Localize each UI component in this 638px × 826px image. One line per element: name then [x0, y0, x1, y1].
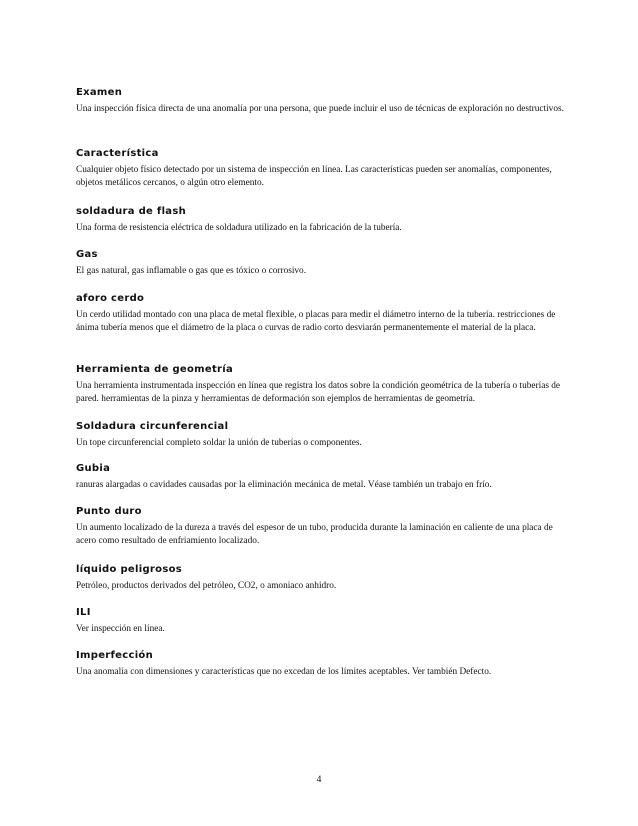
glossary-entry-ili	[76, 606, 566, 636]
entry-definition: Una forma de resistencia eléctrica de soldadura utilizado en la fabricación de la tubería.	[76, 223, 402, 233]
entry-term: Herramienta de geometría	[76, 364, 234, 375]
glossary-entry-aforo-cerdo	[76, 292, 566, 335]
glossary-entry-imperfeccion	[76, 649, 566, 679]
entry-definition: Una inspección física directa de una anomalía por una persona, que puede incluir el uso de técnicas de exploración no destructivos.	[76, 104, 564, 114]
entry-term: Gas	[76, 249, 98, 260]
glossary-entry-gubia	[76, 462, 566, 492]
entry-term: Examen	[76, 87, 123, 98]
entry-definition: Ver inspección en línea.	[76, 624, 165, 634]
entry-definition: Un tope circunferencial completo soldar la unión de tuberías o componentes.	[76, 438, 362, 448]
entry-term: Punto duro	[76, 506, 142, 517]
entry-definition: Un cerdo utilidad montado con una placa de metal flexible, o placas para medir el diámetro interno de la tubería. restricciones de ánima tubería menos que el diámetro de la placa o curvas de radio corto desviarán permanentemente el material de la placa.	[76, 310, 556, 333]
entry-term: Soldadura circunferencial	[76, 421, 229, 432]
glossary-entry-soldadura-circunferencial	[76, 420, 566, 450]
entry-term: aforo cerdo	[76, 293, 145, 304]
glossary-entry-caracteristica	[76, 147, 566, 190]
glossary-entry-punto-duro	[76, 505, 566, 548]
glossary-entry-liquido-peligrosos	[76, 563, 566, 593]
entry-definition: Cualquier objeto físico detectado por un sistema de inspección en línea. Las características pueden ser anomalías, componentes, objetos metálicos cercanos, o algún otro elemento.	[76, 165, 552, 188]
entry-definition: ranuras alargadas o cavidades causadas por la eliminación mecánica de metal. Véase también un trabajo en frío.	[76, 480, 492, 490]
glossary-entry-soldadura-de-flash	[76, 205, 566, 235]
entry-definition: El gas natural, gas inflamable o gas que es tóxico o corrosivo.	[76, 266, 307, 276]
glossary-entry-herramienta-de-geometria	[76, 363, 566, 406]
entry-term: líquido peligrosos	[76, 564, 183, 575]
entry-term: soldadura de flash	[76, 206, 187, 217]
entry-definition: Una herramienta instrumentada inspección en línea que registra los datos sobre la condición geométrica de la tubería o tuberías de pared. herramientas de la pinza y herramientas de deformación son ejemplos de herramientas de geometría.	[76, 381, 561, 404]
entry-definition: Una anomalía con dimensiones y características que no excedan de los límites aceptables. Ver también Defecto.	[76, 667, 492, 677]
page-number: 4	[316, 775, 322, 785]
glossary-entry-gas	[76, 248, 566, 278]
entry-definition: Petróleo, productos derivados del petróleo, CO2, o amoniaco anhidro.	[76, 581, 337, 591]
entry-definition: Un aumento localizado de la dureza a través del espesor de un tubo, producida durante la laminación en caliente de una placa de acero como resultado de enfriamiento localizado.	[76, 523, 553, 546]
entry-term: Característica	[76, 148, 159, 159]
entry-term: ILI	[76, 607, 91, 618]
glossary-entry-examen	[76, 86, 566, 116]
entry-term: Imperfección	[76, 650, 154, 661]
entry-term: Gubia	[76, 463, 111, 474]
